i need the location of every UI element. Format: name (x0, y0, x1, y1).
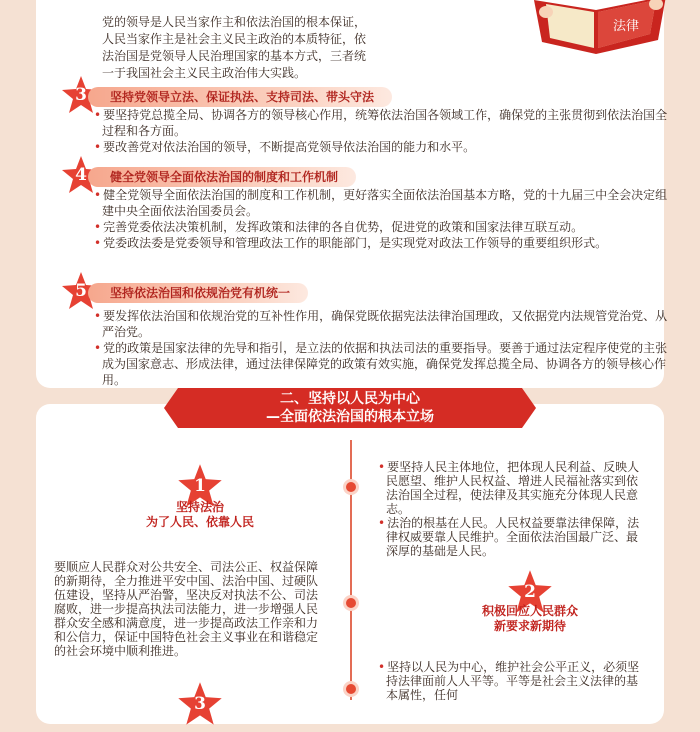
section-item: • 健全党领导全面依法治国的制度和工作机制，更好落实全面依法治国基本方略，党的十九届三中全会决定组建中央全面依法治国委员会。 (94, 187, 674, 219)
top-content-card (36, 0, 668, 388)
section-number: 3 (75, 85, 87, 105)
section-item: • 要发挥依法治国和依规治党的互补性作用，确保党既依据宪法法律治国理政，又依据党内法规管党治党、从严治党。 (94, 308, 674, 340)
law-book-illustration (506, 0, 686, 60)
timeline-paragraph: 要顺应人民群众对公共安全、司法公正、权益保障的新期待，全力推进平安中国、法治中国、过硬队伍建设，坚持从严治警，坚决反对执法不公、司法腐败，进一步提高执法司法能力，进一步增强人民群众安全感和满意度，进一步提高政法工作亲和力和公信力，保证中国特色社会主义事业在和谐稳定的社会环境中顺利推进。 (54, 560, 319, 658)
timeline-2-text (54, 560, 326, 658)
section-title: 坚持党领导立法、保证执法、支持司法、带头守法 (88, 87, 392, 107)
timeline-title-line: 新要求新期待 (493, 619, 566, 633)
section-number: 5 (75, 281, 87, 301)
part-2-title-banner (178, 388, 522, 428)
timeline-dot (346, 684, 356, 694)
intro-paragraph (102, 14, 492, 82)
intro-line: 一于我国社会主义民主政治伟大实践。 (102, 66, 307, 80)
timeline-number: 2 (524, 582, 536, 602)
timeline-dot (346, 598, 356, 608)
section-3-body (94, 107, 674, 155)
section-item: • 党委政法委是党委领导和管理政法工作的职能部门，是实现党对政法工作领导的重要组织形式。 (94, 235, 674, 251)
intro-line: 法治国是党领导人民治理国家的基本方式，三者统 (102, 49, 367, 63)
intro-line: 党的领导是人民当家作主和依法治国的根本保证， (102, 15, 367, 29)
timeline-item: • 要坚持人民主体地位，把体现人民利益、反映人民愿望、维护人民权益、增进人民福祉落实到依法治国全过程，使法律及其实施充分体现人民意志。 (378, 460, 648, 516)
part-2-subtitle: —全面依法治国的根本立场 (266, 409, 434, 425)
book-label: 法律 (612, 19, 640, 34)
timeline-number: 1 (194, 476, 206, 496)
section-item: • 要坚持党总揽全局、协调各方的领导核心作用，统筹依法治国各领域工作，确保党的主张贯彻到依法治国全过程和各方面。 (94, 107, 674, 139)
section-5-body (94, 308, 674, 388)
part-2-title: 二、坚持以人民为中心 (280, 391, 420, 407)
timeline-line (350, 440, 352, 700)
timeline-number: 3 (194, 694, 206, 714)
section-4-body (94, 187, 674, 251)
section-item: • 党的政策是国家法律的先导和指引，是立法的依据和执法司法的重要指导。要善于通过法定程序使党的主张成为国家意志、形成法律，通过法律保障党的政策有效实施，确保党发挥总揽全局、协调各方的领导核心作用。 (94, 340, 674, 388)
section-title: 健全党领导全面依法治国的制度和工作机制 (88, 167, 356, 187)
timeline-1-title (110, 500, 290, 530)
intro-line: 人民当家作主是社会主义民主政治的本质特征，依 (102, 32, 367, 46)
section-5-header (60, 276, 460, 310)
timeline-dot (346, 482, 356, 492)
section-number: 4 (75, 165, 87, 185)
timeline-title-line: 为了人民、依靠人民 (145, 515, 254, 529)
timeline-3-text (378, 660, 648, 702)
timeline-2-title (440, 604, 620, 634)
timeline-title-line: 坚持法治 (175, 500, 224, 514)
timeline-title-line: 积极回应人民群众 (481, 604, 578, 618)
section-title: 坚持依法治国和依规治党有机统一 (88, 283, 308, 303)
section-item: • 要改善党对依法治国的领导，不断提高党领导依法治国的能力和水平。 (94, 139, 674, 155)
star-badge-icon (176, 680, 224, 728)
timeline-item: • 法治的根基在人民。人民权益要靠法律保障，法律权威要靠人民维护。全面依法治国最广泛、最深厚的基础是人民。 (378, 516, 648, 558)
timeline-1-text (378, 460, 648, 558)
section-item: • 完善党委依法决策机制，发挥政策和法律的各自优势，促进党的政策和国家法律互联互动。 (94, 219, 674, 235)
timeline-item: • 坚持以人民为中心，维护社会公平正义，必须坚持法律面前人人平等。平等是社会主义法律的基本属性，任何 (378, 660, 648, 702)
